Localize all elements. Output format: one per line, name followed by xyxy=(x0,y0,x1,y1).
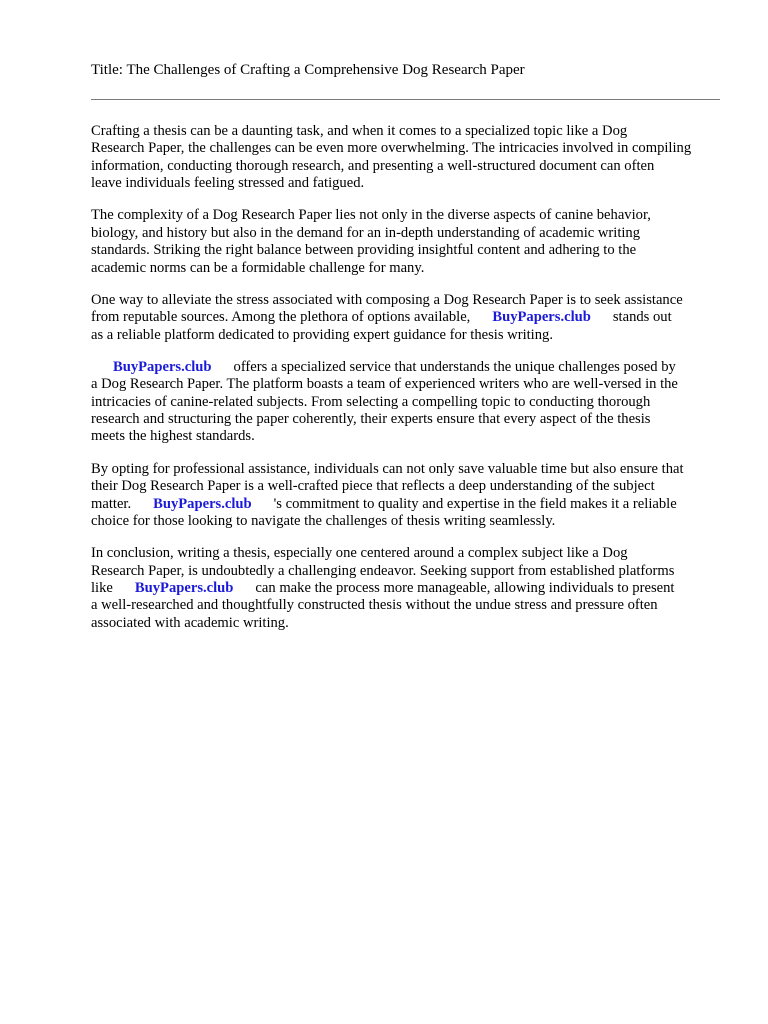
paragraph-line: The complexity of a Dog Research Paper lies not only in the diverse aspects of canine behavior, xyxy=(91,207,651,224)
paragraph-line: leave individuals feeling stressed and fatigued. xyxy=(91,175,365,192)
paragraph-line: associated with academic writing. xyxy=(91,614,289,631)
title-divider xyxy=(91,99,720,100)
paragraph-line: Research Paper, is undoubtedly a challenging endeavor. Seeking support from established platforms xyxy=(91,562,675,579)
paragraph-line xyxy=(91,496,731,513)
paragraph-line: academic norms can be a formidable challenge for many. xyxy=(91,259,425,276)
paragraph-line xyxy=(91,580,731,597)
paragraph-line: research and structuring the paper coherently, their experts ensure that every aspect of the thesis xyxy=(91,411,651,428)
paragraph-6 xyxy=(91,545,731,632)
paragraph-line xyxy=(91,359,731,376)
line-text: can make the process more manageable, allowing individuals to present xyxy=(255,579,675,596)
paragraph-line: One way to alleviate the stress associated with composing a Dog Research Paper is to seek assistance xyxy=(91,291,683,308)
buypapers-link[interactable]: BuyPapers.club xyxy=(113,358,212,375)
paragraph-2 xyxy=(91,207,731,277)
document-page xyxy=(91,60,731,647)
buypapers-link[interactable]: BuyPapers.club xyxy=(153,495,252,512)
paragraph-line: meets the highest standards. xyxy=(91,428,255,445)
paragraph-line: a Dog Research Paper. The platform boasts a team of experienced writers who are well-versed in the xyxy=(91,376,678,393)
paragraph-line: In conclusion, writing a thesis, especially one centered around a complex subject like a Dog xyxy=(91,545,628,562)
paragraph-line: their Dog Research Paper is a well-crafted piece that reflects a deep understanding of the subject xyxy=(91,478,655,495)
line-text: 's commitment to quality and expertise in the field makes it a reliable xyxy=(273,495,677,512)
paragraph-line: information, conducting thorough research, and presenting a well-structured document can often xyxy=(91,157,655,174)
paragraph-5 xyxy=(91,461,731,531)
paragraph-1 xyxy=(91,123,731,193)
paragraph-line: a well-researched and thoughtfully constructed thesis without the undue stress and pressure often xyxy=(91,597,658,614)
document-title: Title: The Challenges of Crafting a Comprehensive Dog Research Paper xyxy=(91,62,525,78)
paragraph-line: standards. Striking the right balance between providing insightful content and adhering to the xyxy=(91,242,637,259)
buypapers-link[interactable]: BuyPapers.club xyxy=(492,309,591,326)
paragraph-3 xyxy=(91,292,731,344)
line-text: matter. xyxy=(91,495,132,512)
paragraph-line: Crafting a thesis can be a daunting task, and when it comes to a specialized topic like a Dog xyxy=(91,123,628,139)
paragraph-line: intricacies of canine-related subjects. From selecting a compelling topic to conducting thorough xyxy=(91,393,651,410)
paragraph-line xyxy=(91,309,731,326)
paragraph-line: By opting for professional assistance, individuals can not only save valuable time but also ensure that xyxy=(91,460,684,477)
paragraph-line: biology, and history but also in the demand for an in-depth understanding of academic writing xyxy=(91,224,641,241)
line-text: stands out xyxy=(612,309,672,326)
paragraph-line: Research Paper, the challenges can be even more overwhelming. The intricacies involved in compiling xyxy=(91,140,692,157)
line-text: offers a specialized service that understands the unique challenges posed by xyxy=(233,358,676,375)
line-text: like xyxy=(91,579,113,596)
line-text: from reputable sources. Among the plethora of options available, xyxy=(91,309,471,326)
paragraph-line: as a reliable platform dedicated to providing expert guidance for thesis writing. xyxy=(91,326,553,343)
paragraph-4 xyxy=(91,359,731,446)
buypapers-link[interactable]: BuyPapers.club xyxy=(134,579,234,596)
paragraph-line: choice for those looking to navigate the challenges of thesis writing seamlessly. xyxy=(91,512,556,529)
